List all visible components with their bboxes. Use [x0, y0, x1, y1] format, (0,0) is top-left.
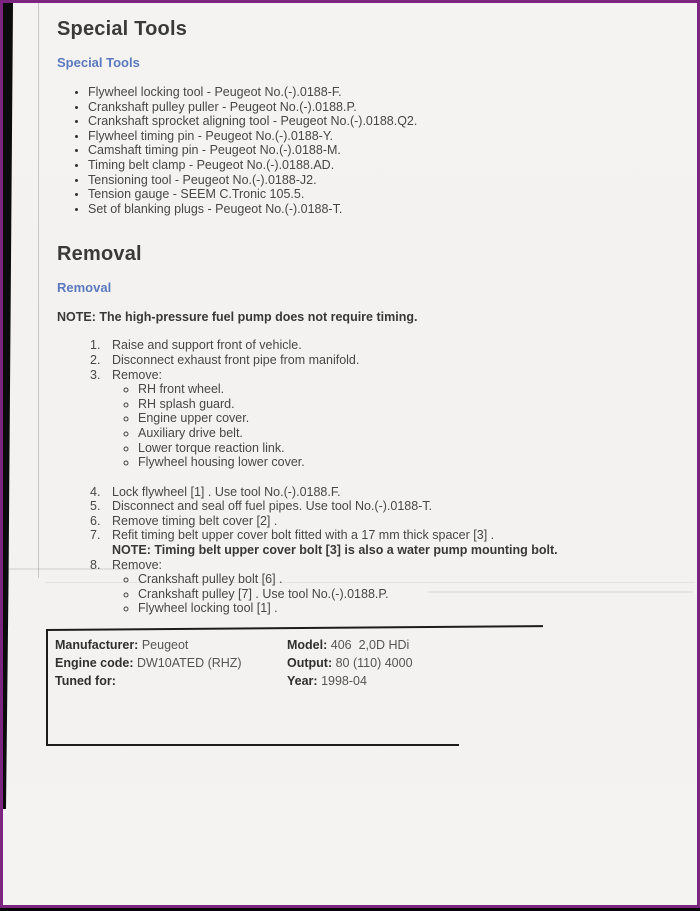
tool-item: • Camshaft timing pin - Peugeot No.(-).0188-M. [88, 143, 659, 158]
tool-item: • Crankshaft pulley puller - Peugeot No.(-).0188.P. [88, 100, 659, 115]
info-value: 1998-04 [321, 674, 367, 689]
step-item [90, 514, 659, 529]
step-text-label: Remove: [112, 557, 163, 572]
removal-note: NOTE: The high-pressure fuel pump does not require timing. [57, 310, 418, 325]
sub-item: ◦ RH front wheel. [138, 382, 659, 397]
tool-item: • Crankshaft sprocket aligning tool - Peugeot No.(-).0188.Q2. [88, 114, 659, 129]
step-text-label: Refit timing belt upper cover bolt fitted with a 17 mm thick spacer [3] . [112, 528, 495, 543]
step-item [90, 528, 659, 557]
step-item [90, 338, 659, 353]
step-item [90, 353, 659, 368]
step-text: Raise and support front of vehicle. [112, 338, 302, 353]
subheading-removal: Removal [57, 280, 112, 296]
sub-item: ◦ Crankshaft pulley bolt [6] . [138, 572, 659, 587]
step-number: 8. [90, 557, 101, 572]
sub-item: ◦ Lower torque reaction link. [138, 441, 659, 456]
step-text [112, 558, 659, 616]
info-label: Output: [287, 656, 333, 671]
step-item [90, 485, 659, 500]
step7-note: NOTE: Timing belt upper cover bolt [3] is also a water pump mounting bolt. [112, 543, 558, 558]
step-text [112, 368, 659, 470]
step-item [90, 558, 659, 616]
tool-item: • Tension gauge - SEEM C.Tronic 105.5. [88, 187, 659, 202]
vehicle-info-box [46, 629, 535, 746]
step-number: 6. [90, 513, 101, 528]
info-output [287, 656, 535, 671]
step8-subitems [114, 572, 659, 616]
info-model [287, 638, 535, 653]
step-text: Disconnect and seal off fuel pipes. Use tool No.(-).0188-T. [112, 499, 433, 514]
page-content [57, 18, 659, 746]
sub-item: ◦ Flywheel housing lower cover. [138, 455, 659, 470]
tool-item: • Flywheel locking tool - Peugeot No.(-).0188-F. [88, 85, 659, 100]
step-text: Disconnect exhaust front pipe from manifold. [112, 352, 360, 367]
info-value: Peugeot [141, 638, 189, 653]
step-item [90, 368, 659, 470]
step-number: 4. [90, 484, 101, 499]
tool-item: • Flywheel timing pin - Peugeot No.(-).0188-Y. [88, 129, 659, 144]
info-value: 406 2,0D HDi [330, 638, 410, 653]
step-text: Remove timing belt cover [2] . [112, 513, 278, 528]
info-manufacturer [55, 638, 287, 653]
step-number: 3. [90, 367, 101, 382]
step-text-label: Remove: [112, 367, 163, 382]
removal-steps-list [57, 338, 659, 616]
sub-item: ◦ Engine upper cover. [138, 411, 659, 426]
step-number: 7. [90, 528, 101, 543]
step-text [112, 528, 659, 557]
info-tuned-for [55, 674, 287, 689]
tool-item: • Set of blanking plugs - Peugeot No.(-).0188-T. [88, 202, 659, 217]
sub-item: ◦ Flywheel locking tool [1] . [138, 601, 659, 616]
tool-item: • Timing belt clamp - Peugeot No.(-).0188.AD. [88, 158, 659, 173]
info-value: DW10ATED (RHZ) [136, 656, 242, 671]
scan-artifact-left-band [3, 3, 13, 809]
info-value: 80 (110) 4000 [335, 656, 413, 671]
step3-subitems [114, 382, 659, 470]
step-number: 1. [90, 338, 101, 353]
sub-item: ◦ Auxiliary drive belt. [138, 426, 659, 441]
sub-item: ◦ RH splash guard. [138, 397, 659, 412]
step-text: Lock flywheel [1] . Use tool No.(-).0188.F. [112, 484, 341, 499]
section-heading-removal: Removal [57, 243, 142, 266]
section-heading-special-tools: Special Tools [57, 18, 188, 40]
info-label: Engine code: [55, 656, 134, 671]
vehicle-info-grid [48, 629, 535, 689]
step-number: 2. [90, 352, 101, 367]
info-label: Manufacturer: [55, 638, 139, 653]
step-number: 5. [90, 499, 101, 514]
special-tools-list [57, 85, 659, 216]
step-item [90, 499, 659, 514]
info-engine-code [55, 656, 287, 671]
scan-artifact-paper-edge [38, 3, 39, 578]
info-box-bottom-border [46, 744, 459, 746]
info-year [287, 674, 535, 689]
subheading-special-tools: Special Tools [57, 55, 140, 70]
sub-item: ◦ Crankshaft pulley [7] . Use tool No.(-).0188.P. [138, 587, 659, 602]
tool-item: • Tensioning tool - Peugeot No.(-).0188-J2. [88, 173, 659, 188]
info-label: Model: [287, 638, 328, 653]
info-label: Year: [287, 674, 318, 689]
info-label: Tuned for: [55, 674, 116, 689]
